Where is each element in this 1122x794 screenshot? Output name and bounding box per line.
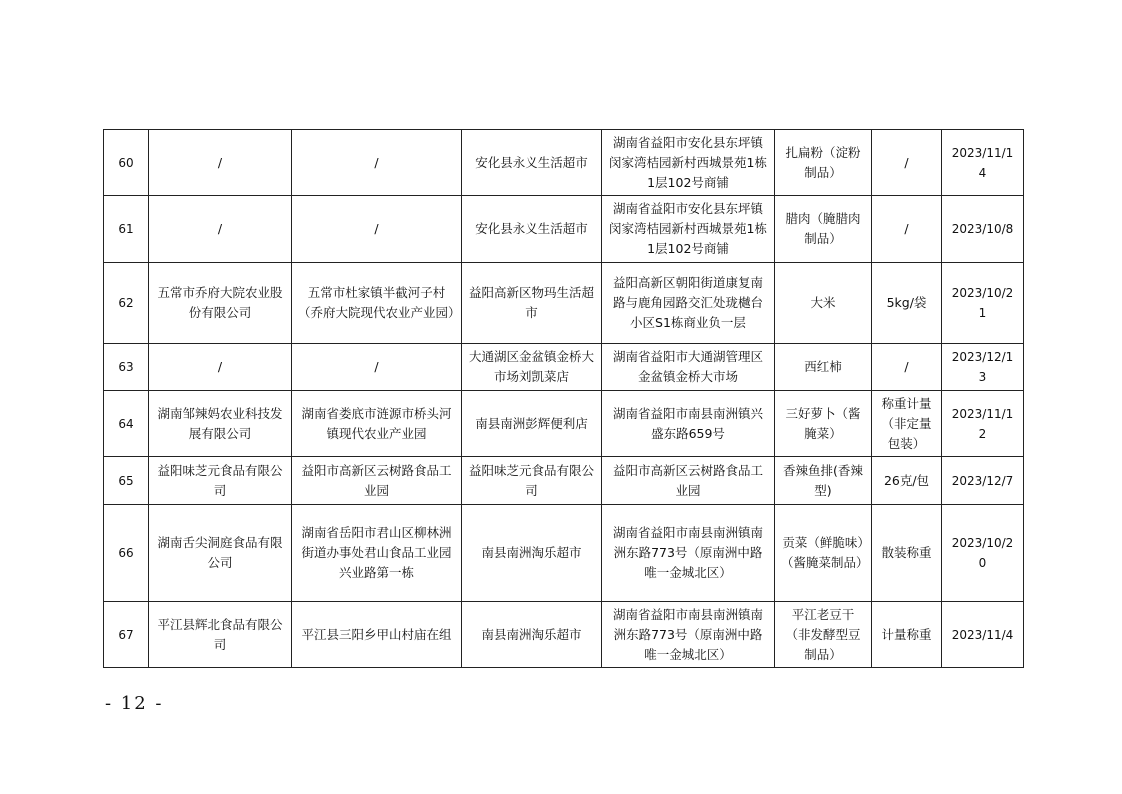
product-name: 大米 bbox=[775, 263, 872, 344]
producer-name: / bbox=[149, 196, 292, 263]
product-spec: / bbox=[872, 344, 942, 391]
seller-name: 大通湖区金盆镇金桥大市场刘凯菜店 bbox=[462, 344, 602, 391]
seller-name: 安化县永义生活超市 bbox=[462, 130, 602, 196]
producer-name: 湖南舌尖洞庭食品有限公司 bbox=[149, 505, 292, 602]
seller-name: 益阳味芝元食品有限公司 bbox=[462, 457, 602, 505]
product-spec: / bbox=[872, 196, 942, 263]
production-date: 2023/10/21 bbox=[942, 263, 1024, 344]
producer-name: 平江县辉北食品有限公司 bbox=[149, 602, 292, 668]
product-spec: 散装称重 bbox=[872, 505, 942, 602]
seller-address: 湖南省益阳市大通湖管理区金盆镇金桥大市场 bbox=[602, 344, 775, 391]
seller-name: 南县南洲淘乐超市 bbox=[462, 505, 602, 602]
producer-address: 湖南省娄底市涟源市桥头河镇现代农业产业园 bbox=[292, 391, 462, 457]
production-date: 2023/10/20 bbox=[942, 505, 1024, 602]
table-row bbox=[104, 602, 1024, 668]
production-date: 2023/11/4 bbox=[942, 602, 1024, 668]
sampling-results-table bbox=[103, 129, 1024, 668]
row-number: 60 bbox=[104, 130, 149, 196]
producer-name: / bbox=[149, 344, 292, 391]
production-date: 2023/12/7 bbox=[942, 457, 1024, 505]
row-number: 62 bbox=[104, 263, 149, 344]
table-row bbox=[104, 505, 1024, 602]
row-number: 64 bbox=[104, 391, 149, 457]
production-date: 2023/11/14 bbox=[942, 130, 1024, 196]
seller-address: 益阳高新区朝阳街道康复南路与鹿角园路交汇处珑樾台小区S1栋商业负一层 bbox=[602, 263, 775, 344]
seller-address: 湖南省益阳市南县南洲镇兴盛东路659号 bbox=[602, 391, 775, 457]
producer-address: 湖南省岳阳市君山区柳林洲街道办事处君山食品工业园兴业路第一栋 bbox=[292, 505, 462, 602]
product-name: 腊肉（腌腊肉制品） bbox=[775, 196, 872, 263]
producer-address: / bbox=[292, 344, 462, 391]
row-number: 61 bbox=[104, 196, 149, 263]
product-spec: / bbox=[872, 130, 942, 196]
producer-name: 益阳味芝元食品有限公司 bbox=[149, 457, 292, 505]
producer-name: / bbox=[149, 130, 292, 196]
page-number: - 12 - bbox=[105, 693, 164, 714]
table-row bbox=[104, 457, 1024, 505]
product-name: 扎扁粉（淀粉制品） bbox=[775, 130, 872, 196]
row-number: 65 bbox=[104, 457, 149, 505]
seller-name: 益阳高新区物玛生活超市 bbox=[462, 263, 602, 344]
seller-name: 安化县永义生活超市 bbox=[462, 196, 602, 263]
product-spec: 26克/包 bbox=[872, 457, 942, 505]
product-name: 贡菜（鲜脆味）（酱腌菜制品） bbox=[775, 505, 872, 602]
seller-address: 湖南省益阳市南县南洲镇南洲东路773号（原南洲中路唯一金城北区） bbox=[602, 602, 775, 668]
table-row bbox=[104, 391, 1024, 457]
seller-name: 南县南洲淘乐超市 bbox=[462, 602, 602, 668]
row-number: 63 bbox=[104, 344, 149, 391]
producer-address: / bbox=[292, 130, 462, 196]
producer-name: 五常市乔府大院农业股份有限公司 bbox=[149, 263, 292, 344]
producer-name: 湖南邹辣妈农业科技发展有限公司 bbox=[149, 391, 292, 457]
seller-address: 益阳市高新区云树路食品工业园 bbox=[602, 457, 775, 505]
product-name: 香辣鱼排(香辣型) bbox=[775, 457, 872, 505]
producer-address: 平江县三阳乡甲山村庙在组 bbox=[292, 602, 462, 668]
product-spec: 5kg/袋 bbox=[872, 263, 942, 344]
seller-address: 湖南省益阳市安化县东坪镇闵家湾桔园新村西城景苑1栋1层102号商铺 bbox=[602, 130, 775, 196]
production-date: 2023/11/12 bbox=[942, 391, 1024, 457]
product-name: 平江老豆干（非发酵型豆制品） bbox=[775, 602, 872, 668]
producer-address: 益阳市高新区云树路食品工业园 bbox=[292, 457, 462, 505]
product-spec: 称重计量（非定量包装） bbox=[872, 391, 942, 457]
product-name: 西红柿 bbox=[775, 344, 872, 391]
production-date: 2023/12/13 bbox=[942, 344, 1024, 391]
seller-address: 湖南省益阳市安化县东坪镇闵家湾桔园新村西城景苑1栋1层102号商铺 bbox=[602, 196, 775, 263]
seller-name: 南县南洲彭辉便利店 bbox=[462, 391, 602, 457]
production-date: 2023/10/8 bbox=[942, 196, 1024, 263]
product-name: 三好萝卜（酱腌菜） bbox=[775, 391, 872, 457]
row-number: 66 bbox=[104, 505, 149, 602]
table-row bbox=[104, 344, 1024, 391]
row-number: 67 bbox=[104, 602, 149, 668]
table-row bbox=[104, 263, 1024, 344]
producer-address: 五常市杜家镇半截河子村（乔府大院现代农业产业园） bbox=[292, 263, 462, 344]
seller-address: 湖南省益阳市南县南洲镇南洲东路773号（原南洲中路唯一金城北区） bbox=[602, 505, 775, 602]
table-row bbox=[104, 130, 1024, 196]
table-row bbox=[104, 196, 1024, 263]
producer-address: / bbox=[292, 196, 462, 263]
table-body bbox=[104, 130, 1024, 668]
product-spec: 计量称重 bbox=[872, 602, 942, 668]
